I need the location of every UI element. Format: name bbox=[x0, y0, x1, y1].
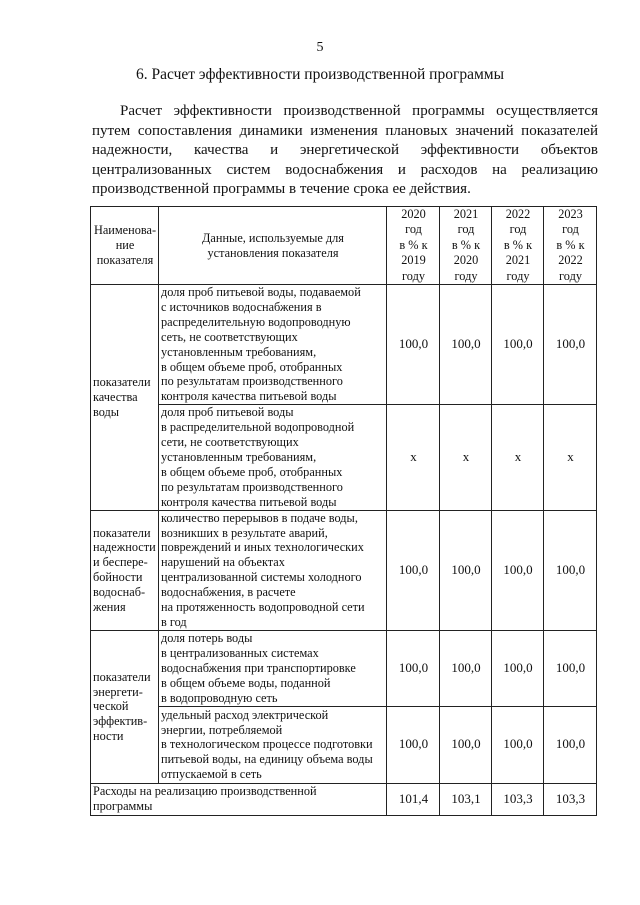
header-year-2023: 2023 год в % к 2022 году bbox=[544, 207, 597, 285]
row-value: 100,0 bbox=[387, 510, 440, 630]
row-value: 100,0 bbox=[440, 630, 492, 706]
row-value: x bbox=[387, 405, 440, 510]
header-indicator-name: Наименова- ние показателя bbox=[91, 207, 159, 285]
row-value: 100,0 bbox=[544, 510, 597, 630]
table-row bbox=[91, 285, 597, 405]
row-value: 100,0 bbox=[544, 706, 597, 783]
row-value: 100,0 bbox=[492, 706, 544, 783]
table-header-row bbox=[91, 207, 597, 285]
row-value: 100,0 bbox=[440, 285, 492, 405]
row-description: доля проб питьевой воды в распределительной водопроводной сети, не соответствующих установленным требованиям, в общем объеме проб, отобранных по результатам производственного контроля качества питьевой воды bbox=[159, 405, 387, 510]
header-year-2022: 2022 год в % к 2021 году bbox=[492, 207, 544, 285]
row-value: 100,0 bbox=[440, 706, 492, 783]
row-description: количество перерывов в подаче воды, возникших в результате аварий, повреждений и иных технологических нарушений на объектах централизованной системы холодного водоснабжения, в расчете на протяженность водопроводной сети в год bbox=[159, 510, 387, 630]
total-value: 103,3 bbox=[544, 783, 597, 815]
section-title: 6. Расчет эффективности производственной программы bbox=[136, 66, 504, 83]
total-value: 101,4 bbox=[387, 783, 440, 815]
row-value: 100,0 bbox=[387, 285, 440, 405]
row-value: 100,0 bbox=[387, 706, 440, 783]
header-year-2020: 2020 год в % к 2019 году bbox=[387, 207, 440, 285]
total-value: 103,3 bbox=[492, 783, 544, 815]
row-value: x bbox=[544, 405, 597, 510]
row-value: 100,0 bbox=[387, 630, 440, 706]
total-row bbox=[91, 783, 597, 815]
total-label: Расходы на реализацию производственной программы bbox=[91, 783, 387, 815]
row-value: x bbox=[492, 405, 544, 510]
table-row bbox=[91, 630, 597, 706]
row-description: доля проб питьевой воды, подаваемой с источников водоснабжения в распределительную водопроводную сеть, не соответствующих установленным требованиям, в общем объеме проб, отобранных по результатам производственного контроля качества питьевой воды bbox=[159, 285, 387, 405]
row-description: удельный расход электрической энергии, потребляемой в технологическом процессе подготовки питьевой воды, на единицу объема воды отпускаемой в сеть bbox=[159, 706, 387, 783]
row-description: доля потерь воды в централизованных системах водоснабжения при транспортировке в общем объеме воды, поданной в водопроводную сеть bbox=[159, 630, 387, 706]
row-value: 100,0 bbox=[544, 630, 597, 706]
table-row bbox=[91, 405, 597, 510]
header-year-2021: 2021 год в % к 2020 году bbox=[440, 207, 492, 285]
row-value: 100,0 bbox=[492, 285, 544, 405]
intro-paragraph: Расчет эффективности производственной программы осуществляется путем сопоставления динамики изменения плановых значений показателей надежности, качества и энергетической эффективности объектов централизованных систем водоснабжения и расходов на реализацию производственной программы в течение срока ее действия. bbox=[92, 103, 598, 197]
row-value: 100,0 bbox=[492, 510, 544, 630]
table-row bbox=[91, 510, 597, 630]
efficiency-table bbox=[90, 206, 597, 816]
row-value: 100,0 bbox=[492, 630, 544, 706]
page-number: 5 bbox=[316, 40, 324, 55]
row-value: 100,0 bbox=[440, 510, 492, 630]
total-value: 103,1 bbox=[440, 783, 492, 815]
category-energy: показатели энергети- ческой эффектив- ности bbox=[91, 630, 159, 783]
category-reliability: показатели надежности и беспере- бойности водоснаб- жения bbox=[91, 510, 159, 630]
table-row bbox=[91, 706, 597, 783]
category-quality: показатели качества воды bbox=[91, 285, 159, 511]
header-data-used: Данные, используемые для установления показателя bbox=[159, 207, 387, 285]
row-value: x bbox=[440, 405, 492, 510]
row-value: 100,0 bbox=[544, 285, 597, 405]
